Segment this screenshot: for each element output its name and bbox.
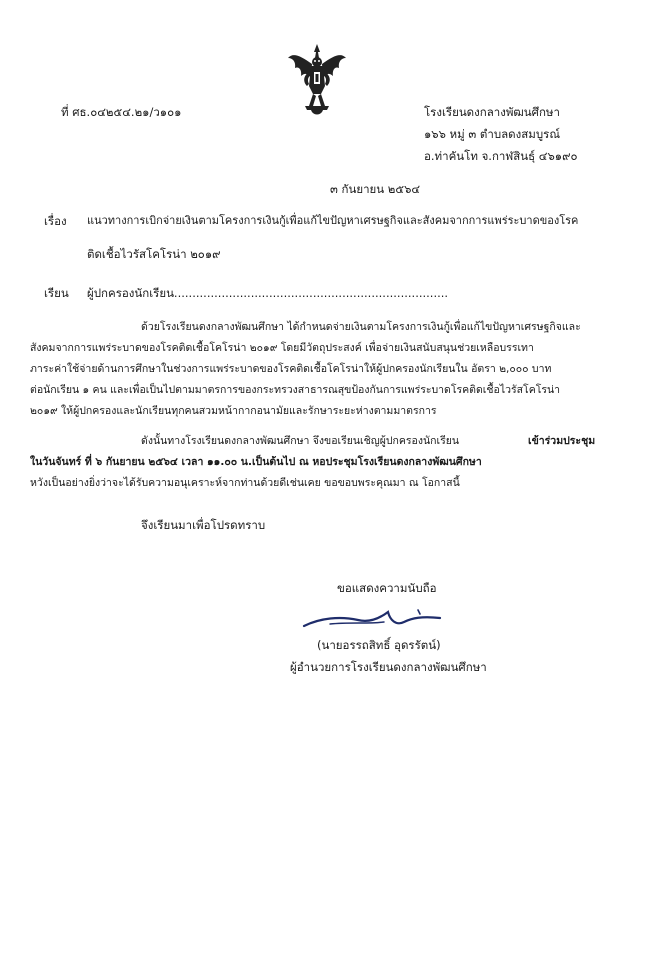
salutation-label: เรียน bbox=[44, 286, 69, 300]
address-line-1: ๑๖๖ หมู่ ๓ ตำบลดงสมบูรณ์ bbox=[424, 127, 560, 141]
handwritten-signature bbox=[300, 600, 450, 636]
body-paragraph-2 bbox=[30, 431, 642, 494]
paragraph-line: หวังเป็นอย่างยิ่งว่าจะได้รับความอนุเคราะห์จากท่านด้วยดีเช่นเคย ขอขอบพระคุณมา ณ โอกาสนี้ bbox=[30, 477, 460, 489]
salutation-recipient: ผู้ปกครองนักเรียน........................................................................... bbox=[87, 286, 449, 300]
paragraph-line: ๒๐๑๙ ให้ผู้ปกครองและนักเรียนทุกคนสวมหน้ากากอนามัยและรักษาระยะห่างตามมาตรการ bbox=[30, 405, 437, 417]
school-name: โรงเรียนดงกลางพัฒนศึกษา bbox=[424, 105, 560, 119]
body-paragraph-1 bbox=[30, 317, 642, 422]
signer-title: ผู้อำนวยการโรงเรียนดงกลางพัฒนศึกษา bbox=[290, 660, 487, 674]
meeting-invitation-text: ดังนั้นทางโรงเรียนดงกลางพัฒนศึกษา จึงขอเรียนเชิญผู้ปกครองนักเรียน bbox=[141, 435, 460, 447]
garuda-emblem-icon bbox=[287, 42, 347, 118]
meeting-attend-text: เข้าร่วมประชุม bbox=[528, 435, 596, 447]
closing-regards: ขอแสดงความนับถือ bbox=[337, 581, 437, 595]
meeting-schedule-text: ในวันจันทร์ ที่ ๖ กันยายน ๒๕๖๔ เวลา ๑๑.๐๐ น.เป็นต้นไป ณ หอประชุมโรงเรียนดงกลางพัฒนศึกษา bbox=[30, 456, 482, 468]
paragraph-line: ภาระค่าใช้จ่ายด้านการศึกษาในช่วงการแพร่ระบาดของโรคติดเชื้อโคโรน่าให้ผู้ปกครองนักเรียนใน อัตรา ๒,๐๐๐ บาท bbox=[30, 363, 552, 375]
letter-date: ๓ กันยายน ๒๕๖๔ bbox=[330, 182, 421, 196]
subject-line-2: ติดเชื้อไวรัสโคโรน่า ๒๐๑๙ bbox=[87, 247, 221, 261]
reference-number: ที่ ศธ.๐๔๒๕๔.๒๑/ว๑๐๑ bbox=[61, 105, 182, 119]
signer-name: (นายอรรถสิทธิ์ อุดรรัตน์) bbox=[317, 638, 441, 652]
address-line-2: อ.ท่าคันโท จ.กาฬสินธุ์ ๔๖๑๙๐ bbox=[424, 149, 578, 163]
paragraph-line: ด้วยโรงเรียนดงกลางพัฒนศึกษา ได้กำหนดจ่ายเงินตามโครงการเงินกู้เพื่อแก้ไขปัญหาเศรษฐกิจและ bbox=[141, 321, 581, 333]
paragraph-line: สังคมจากการแพร่ระบาดของโรคติดเชื้อโคโรน่า ๒๐๑๙ โดยมีวัตถุประสงค์ เพื่อจ่ายเงินสนับสนุนช่วยเหลือบรรเทา bbox=[30, 342, 534, 354]
paragraph-line: ต่อนักเรียน ๑ คน และเพื่อเป็นไปตามมาตรการของกระทรวงสาธารณสุขป้องกันการแพร่ระบาดโรคติดเชื้อไวรัสโคโรน่า bbox=[30, 384, 561, 396]
paragraph-line bbox=[30, 431, 642, 452]
closing-request: จึงเรียนมาเพื่อโปรดทราบ bbox=[141, 518, 266, 532]
subject-line-1: แนวทางการเบิกจ่ายเงินตามโครงการเงินกู้เพื่อแก้ไขปัญหาเศรษฐกิจและสังคมจากการแพร่ระบาดของโรค bbox=[87, 214, 579, 227]
subject-label: เรื่อง bbox=[44, 214, 67, 228]
